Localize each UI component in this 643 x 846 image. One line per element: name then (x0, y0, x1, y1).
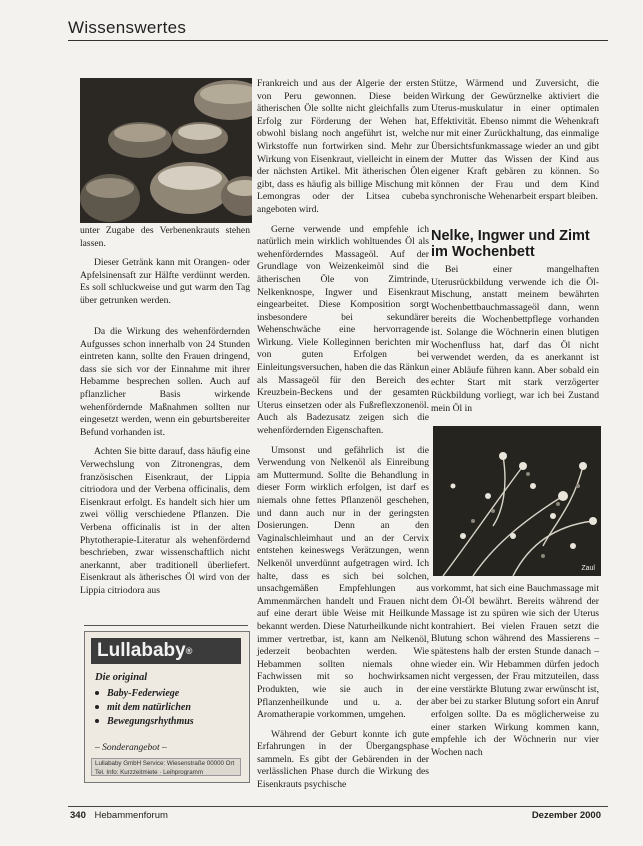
section-heading: Nelke, Ingwer und Zimt im Wochenbett (431, 228, 590, 260)
ad-brand-banner (91, 638, 241, 664)
ad-feature (95, 714, 245, 728)
column-3-body (431, 264, 599, 415)
bullet-icon (95, 691, 99, 695)
photo-credit: Zaul (581, 565, 595, 572)
paragraph: Frankreich und aus der Algerie der ersten von Peru gewonnen. Diese beiden ätherischen Öle sollte nicht gleichfalls zum Erfolg zur Förderung der Wehen hat, obwohl bislang noch angeführt ist, welche Wirkstoffe nun fortwirken sind. Mehr zur Wirkung von Eisenkraut, vielleicht in einem der nächsten Artikel. Mit ätherischen Ölen gibt, dass es häufig als billige Mischung mit Lemongras oder der Litsea cubeba angeboten wird. (257, 78, 429, 215)
column-1-intro (80, 225, 250, 308)
ad-feature (95, 700, 245, 714)
page-footer-left (70, 810, 168, 821)
section-title: Wissenswertes (68, 18, 187, 37)
paragraph: Stütze, Wärmend und Zuversicht, die Wirkung der Gewürznelke aktiviert die Uterus-muskulatur in einer optimalen Effektivität. Ebenso nimmt die Wehenkraft nur mit einer Zurückhaltung, das einmalige Übersichtsfunkmassage wieder an und gibt der Mutter das Wissen der Kind aus eigener Kraft gebären zu können. So können der Frau und dem Kind synchronische Wehenarbeit erspart bleiben. (431, 78, 599, 203)
ad-feature-text: mit dem natürlichen (107, 701, 191, 713)
paragraph: Umsonst und gefährlich ist die Verwendung von Nelkenöl als Einreibung am Muttermund. Sollte die Behandlung in dieser Form wirklich erfolgen, ist darf es niemals ohne fettes Pflanzenöl geschehen, und dann auch nur in der geringsten Dosierungen. Denn an den Vaginalschleimhaut und an der Cervix entstehen keineswegs Verätzungen, wenn Nelkenöl unverdünnt aufgetragen wird. Ich halte, dass es sich bei solchen, unsachgemäßen Empfehlungen aus Ammenmärchen handelt und Frauen nicht auf eine derart üble Weise mit Heilkunde bekannt werden. Diese Naturheilkunde nicht immer vertretbar, ist, kann am Nelkenöl, jederzeit beobachten werden. Wie Hebammen sollten niemals ohne Fachwissen mit so hochwirksamen Produkten, wie sie auch in der Pflanzenheilkunde und u. a. der Aromatherapie vorkommen, umgehen. (257, 444, 429, 721)
ad-brand: Lullababy (97, 640, 186, 661)
journal-name: Hebammenforum (94, 810, 168, 821)
column-3-continuation (431, 583, 599, 759)
ad-offer: – Sonderangebot – (95, 743, 167, 753)
column-2-body (257, 78, 429, 792)
spices-photo (80, 78, 252, 223)
ad-tagline: Die original (95, 672, 148, 683)
ad-feature (95, 686, 245, 700)
ad-contact-footer: Lullababy GmbH Service: Wiesenstraße 00000 Ort Tel. Info: Kurzzeitmiete · Leihprogramm (91, 758, 241, 776)
spice-sacks-illustration (80, 78, 252, 223)
ad-feature-text: Baby-Federwiege (107, 687, 180, 699)
herb-photo (433, 426, 601, 576)
ad-trademark: ® (185, 646, 193, 656)
lullababy-advertisement (84, 631, 250, 783)
column-1-body (80, 326, 250, 597)
ad-feature-list (95, 686, 245, 728)
paragraph: unter Zugabe des Verbenenkrauts stehen lassen. (80, 225, 250, 249)
bullet-icon (95, 719, 99, 723)
paragraph: Während der Geburt konnte ich gute Erfahrungen in der Übergangsphase sammeln. Es gibt der Gebärenden in der verlässlichen Phase durch die Wirkung des Eisenkrauts psychische (257, 728, 429, 791)
ad-top-rule (84, 625, 248, 626)
paragraph: Dieser Getränk kann mit Orangen- oder Apfelsinensaft zur Hälfte verdünnt werden. Es soll schluckweise und gut warm den Tag über getrunken werden. (80, 257, 250, 306)
paragraph: Bei einer mangelhaften Uterusrückbildung verwende ich die Öl-Mischung, anstatt meinem bewährten Wochenbettbauchmassageöl dann, wenn bereits die Wochenbettpflege vorhanden ist. Solange die Wöchnerin einen blutigen Wochenfluss hat, darf das Öl nicht verwendet werden, da es anerkannt ist einer Abläufe führen kann. Aber sobald ein echter Start mit stark verzögerter Rückbildung vorliegt, war ich bei Zustand mein Öl in (431, 264, 599, 414)
herb-branch-illustration (433, 426, 601, 576)
paragraph: vorkommt, hat sich eine Bauchmassage mit dem Öl-Öl bewährt. Bereits während der Massage ist zu spüren wie sich der Uterus kontrahiert. Bei vielen Frauen setzt die Blutung schon während des Massierens – spätestens halb der ersten Stunde danach – wieder ein. Wir Hebammen dürfen jedoch nicht vergessen, der Frau mitzuteilen, dass eine verstärkte Blutung zwar erwünscht ist, aber bei zu starker Blutung sofort ein Anruf erfolgen sollte. Da es möglicherweise zu einer starken Wirkung kommen kann, empfehle ich der Wöchnerin nur vier Wochen nach (431, 583, 599, 758)
paragraph: Da die Wirkung des wehenfördernden Aufgusses schon innerhalb von 24 Stunden eintreten kann, sollte den Frauen dringend, dass sie sich vor der Einnahme mit ihrer Hebamme besprechen sollen. Auch auf pflanzlicher Basis wirkende wehenfördernde Maßnahmen sollten nur eingesetzt werden, wenn ein geburtsbereiter Befund vorhanden ist. (80, 326, 250, 438)
column-3-intro (431, 78, 599, 204)
bullet-icon (95, 705, 99, 709)
page-number: 340 (70, 810, 86, 821)
paragraph: Gerne verwende und empfehle ich natürlich mein wirklich wohltuendes Öl als wehenförderndes Massageöl. Auf der Grundlage von Weizenkeimöl sind die ätherischen Öle von Zimtrinde, Nelkenknospe, Ingwer und Eisenkraut eingearbeitet. Diese Komposition sorgt insbesondere bei sekundärer Wehenschwäche eine hervorragende Wirkung. Viele Kolleginnen berichten mir von guten Erfolgen bei Einleitungsversuchen, haben die das Ränkun als Massageöl für den Bereich des Kreuzbein-Beckens und der gesamten Uterus einsetzen oder als Fußreflexzonenöl. Auch als Badezusatz zeigen sich die wehenfördernden Eigenschaften. (257, 223, 429, 437)
issue-date: Dezember 2000 (531, 810, 601, 821)
paragraph: Achten Sie bitte darauf, dass häufig eine Verwechslung von Zitronengras, dem französischen Eisenkraut, der Lippia citriodora und der Verbena officinalis, dem Eisenkraut erfolgt. Es handelt sich hier um zwei völlig verschiedene Pflanzen. Die Verbena officinalis ist in der alten Phytotherapie-Literatur als wehenfördernd beschrieben, zwar wissenschaftlich nicht anerkannt, aber traditionell überliefert. Eisenkraut als ätherisches Öl wird von der Lippia citriodora aus (80, 446, 250, 596)
footer-divider (68, 806, 608, 807)
ad-feature-text: Bewegungsrhythmus (107, 715, 194, 727)
header-divider (68, 40, 608, 41)
